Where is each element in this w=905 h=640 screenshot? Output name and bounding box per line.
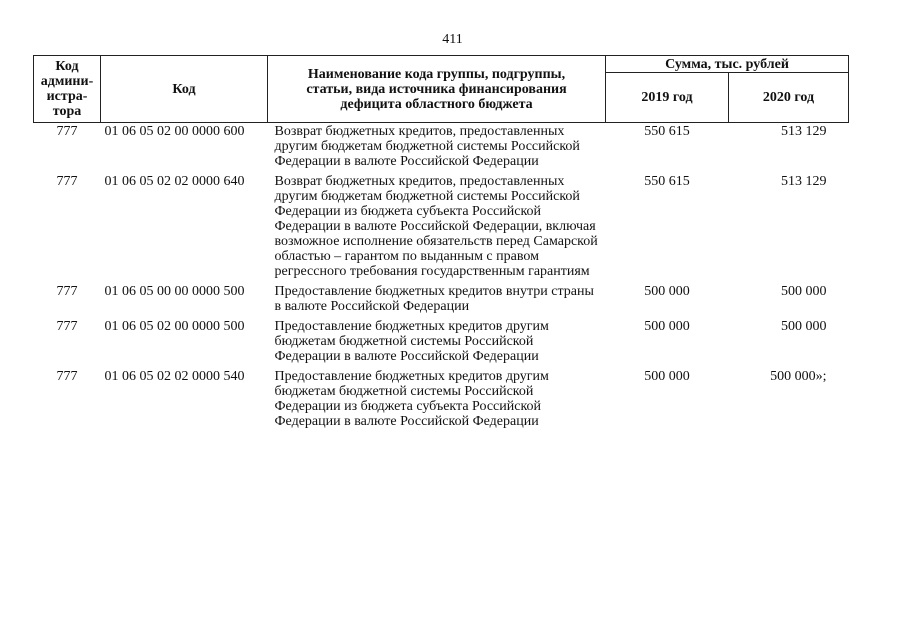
cell-name: Предоставление бюджетных кредитов внутри страны в валюте Российской Федерации [274, 284, 594, 314]
cell-2019: 550 615 [644, 174, 690, 189]
cell-2020: 513 129 [781, 124, 827, 139]
cell-code: 01 06 05 02 00 0000 600 [104, 124, 245, 139]
header-year-2020: 2020 год [729, 73, 849, 123]
cell-2020: 500 000 [781, 284, 827, 299]
cell-2019: 550 615 [644, 124, 690, 139]
cell-code: 01 06 05 00 00 0000 500 [104, 284, 245, 299]
table-body [34, 123, 849, 435]
header-admin-code: Код админи- истра- тора [34, 56, 101, 123]
header-name: Наименование кода группы, подгруппы, статьи, вида источника финансирования дефицита областного бюджета [268, 56, 606, 123]
cell-2020: 513 129 [781, 174, 827, 189]
cell-code: 01 06 05 02 02 0000 640 [104, 174, 245, 189]
cell-2020: 500 000 [781, 319, 827, 334]
header-code: Код [101, 56, 268, 123]
header-sum: Сумма, тыс. рублей [606, 56, 849, 73]
budget-table [33, 55, 849, 434]
cell-admin: 777 [56, 284, 78, 299]
cell-2019: 500 000 [644, 319, 690, 334]
cell-code: 01 06 05 02 00 0000 500 [104, 319, 245, 334]
cell-name: Возврат бюджетных кредитов, предоставленных другим бюджетам бюджетной системы Российской Федерации в валюте Российской Федерации [274, 124, 580, 169]
header-year-2019: 2019 год [606, 73, 729, 123]
cell-code: 01 06 05 02 02 0000 540 [104, 369, 245, 384]
table-row [34, 284, 849, 319]
table-header [34, 56, 849, 123]
cell-2019: 500 000 [644, 284, 690, 299]
table-row [34, 369, 849, 434]
table-row [34, 123, 849, 175]
cell-2019: 500 000 [644, 369, 690, 384]
page-number: 411 [442, 32, 463, 47]
cell-name: Предоставление бюджетных кредитов другим бюджетам бюджетной системы Российской Федерации в валюте Российской Федерации [274, 319, 549, 364]
table-row [34, 174, 849, 284]
cell-admin: 777 [56, 369, 78, 384]
cell-admin: 777 [56, 174, 78, 189]
cell-admin: 777 [56, 124, 78, 139]
cell-admin: 777 [56, 319, 78, 334]
cell-name: Возврат бюджетных кредитов, предоставленных другим бюджетам бюджетной системы Российской Федерации из бюджета субъекта Российской Федерации в валюте Российской Федерации, включая возможное исполнение обязательств перед Самарской областью – гарантом по выданным с правом регрессного требования государственным гарантиям [274, 174, 598, 279]
cell-2020: 500 000»; [770, 369, 827, 384]
cell-name: Предоставление бюджетных кредитов другим бюджетам бюджетной системы Российской Федерации из бюджета субъекта Российской Федерации в валюте Российской Федерации [274, 369, 549, 429]
table-row [34, 319, 849, 369]
